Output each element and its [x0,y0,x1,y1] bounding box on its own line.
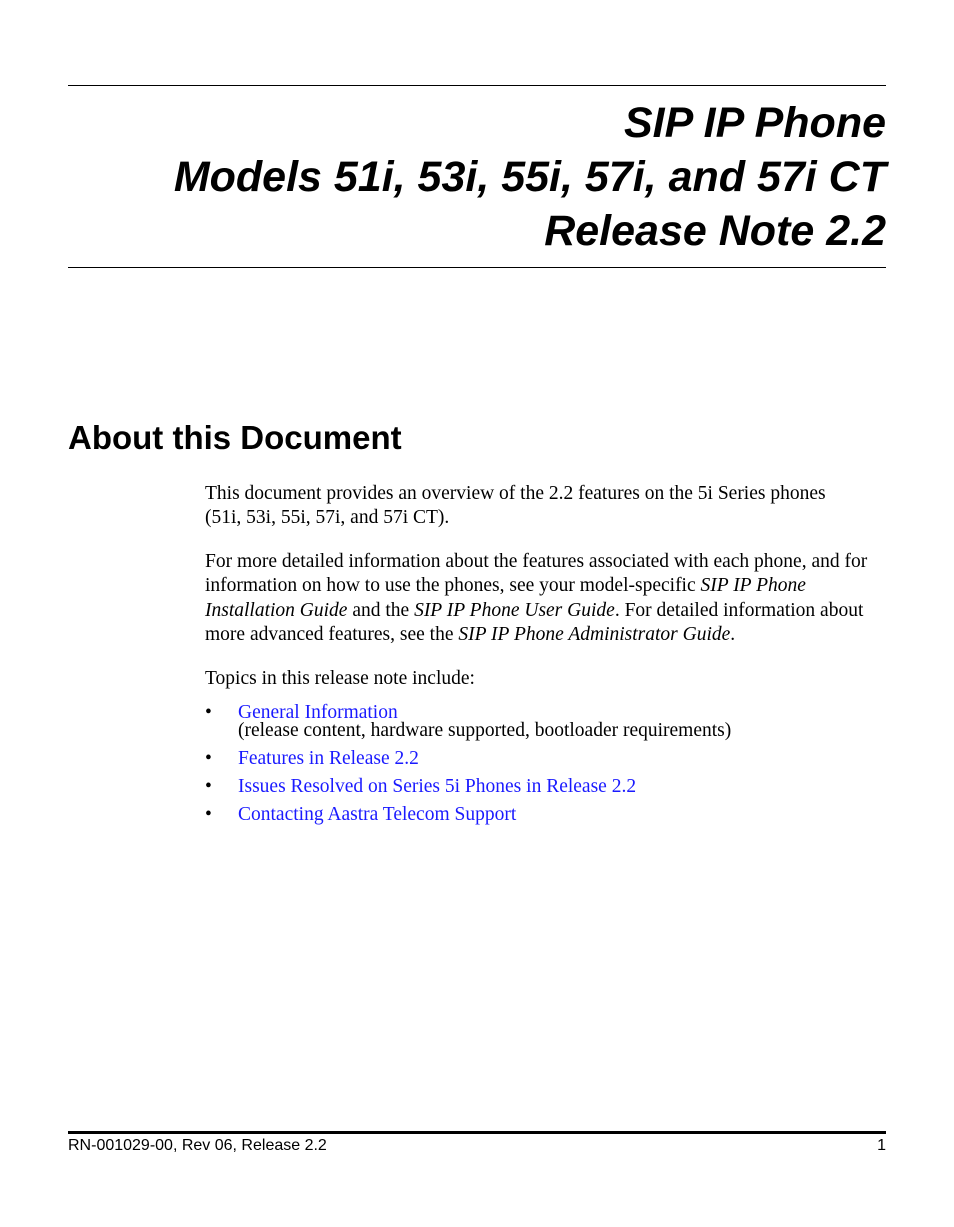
admin-guide-title: SIP IP Phone Administrator Guide [458,623,731,645]
link-contacting-support[interactable]: Contacting Aastra Telecom Support [238,804,517,825]
title-line-1: SIP IP Phone [623,99,886,147]
section-heading: About this Document [68,419,402,456]
document-title [68,96,886,258]
list-item [205,806,895,824]
title-line-3: Release Note 2.2 [544,207,886,255]
intro-line-2: (51i, 53i, 55i, 57i, and 57i CT). [205,507,450,529]
title-bottom-rule [68,267,886,268]
details-text-1: For more detailed information about the features associated with each phone, and for information on how to use the phones, see your model-specific [205,551,868,597]
intro-line-1: This document provides an overview of the 2.2 features on the 5i Series phones [205,483,826,504]
topic-list [205,704,895,834]
details-paragraph [205,550,895,647]
details-text-3: . For detailed information about more advanced features, see the [205,599,864,645]
link-features-in-release[interactable]: Features in Release 2.2 [238,748,419,769]
link-issues-resolved[interactable]: Issues Resolved on Series 5i Phones in Release 2.2 [238,776,637,797]
list-item [205,704,895,740]
bullet-icon: • [205,776,212,797]
list-item [205,750,895,768]
title-top-rule [68,85,886,86]
general-information-description: (release content, hardware supported, bootloader requirements) [238,720,732,741]
intro-paragraph [205,482,895,531]
details-text-2: and the [347,599,415,621]
topics-intro: Topics in this release note include: [205,668,475,689]
footer-page-number: 1 [877,1137,886,1154]
bullet-icon: • [205,804,212,825]
installation-guide-title: SIP IP Phone Installation Guide [205,575,806,621]
title-line-2: Models 51i, 53i, 55i, 57i, and 57i CT [173,153,886,201]
link-general-information[interactable]: General Information [238,702,398,723]
user-guide-title: SIP IP Phone User Guide [414,599,615,621]
footer-rule [68,1131,886,1134]
bullet-icon: • [205,748,212,769]
details-text-4: . [730,623,736,645]
list-item [205,778,895,796]
bullet-icon: • [205,702,212,723]
footer-document-id: RN-001029-00, Rev 06, Release 2.2 [68,1137,327,1154]
